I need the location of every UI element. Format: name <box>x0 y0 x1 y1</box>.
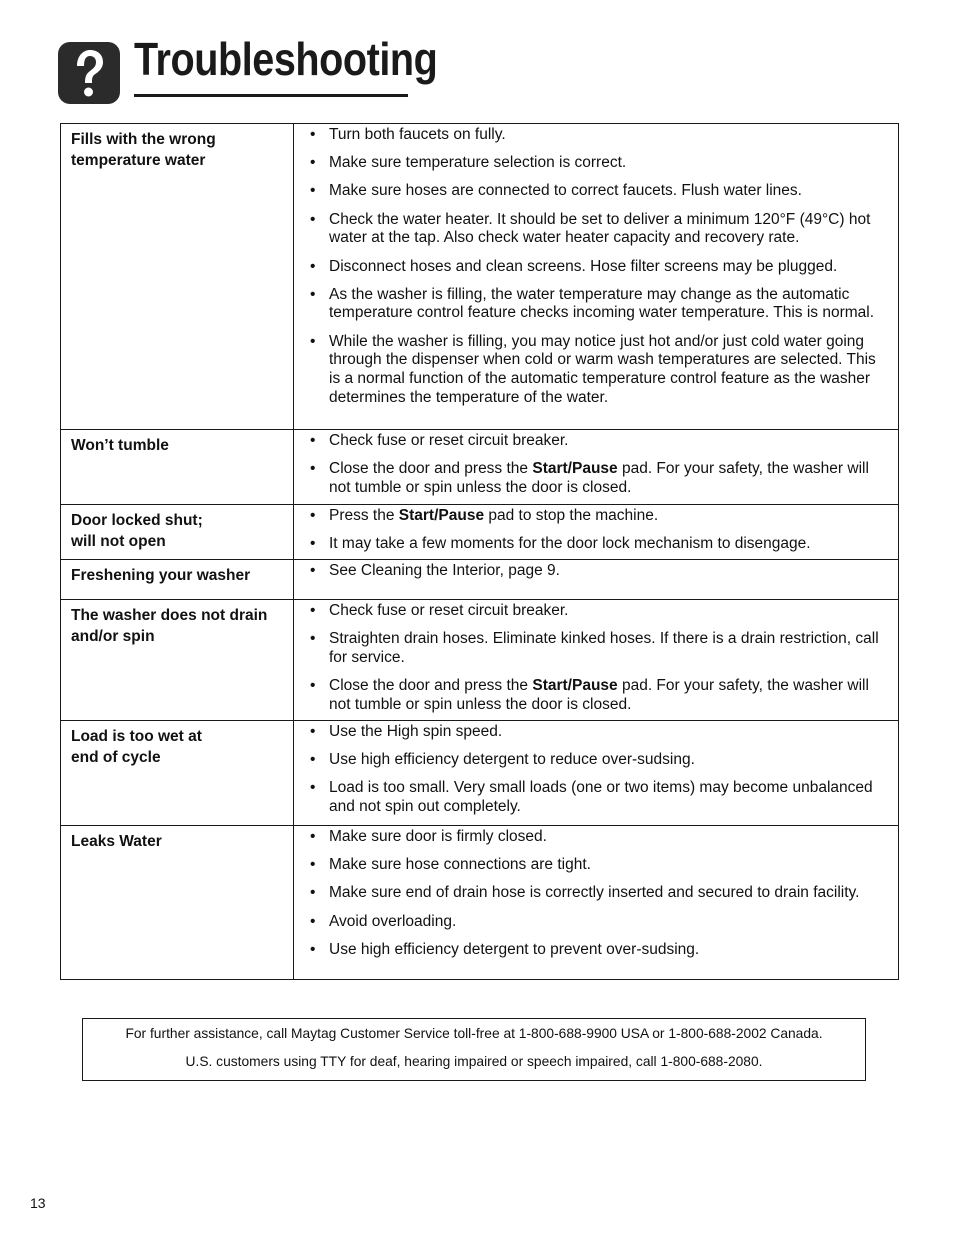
remedy-item <box>308 723 888 742</box>
remedy-list <box>294 600 898 720</box>
problem-label: Load is too wet at end of cycle <box>71 727 202 766</box>
remedy-cell <box>294 720 899 825</box>
table-row <box>61 559 899 599</box>
remedy-item <box>308 630 888 667</box>
remedy-text: pad. For your safety, the washer will not tumble or spin unless the door is closed. <box>329 460 869 496</box>
problem-cell <box>61 825 294 979</box>
remedy-cell <box>294 559 899 599</box>
page-title: Troubleshooting <box>134 33 438 85</box>
problem-label: Door locked shut; will not open <box>71 512 203 550</box>
problem-label: Fills with the wrong temperature water <box>71 131 216 169</box>
remedy-cell <box>294 505 899 560</box>
remedy-list <box>294 721 898 822</box>
table-row <box>61 430 899 505</box>
remedy-item <box>308 211 888 248</box>
remedy-text: Make sure end of drain hose is correctly inserted and secured to drain facility. <box>329 884 860 902</box>
problem-cell <box>61 599 294 720</box>
remedy-item <box>308 779 888 816</box>
assistance-line-2: U.S. customers using TTY for deaf, hearing impaired or speech impaired, call 1-800-688-2080. <box>185 1054 763 1069</box>
remedy-item <box>308 535 888 554</box>
remedy-text: Disconnect hoses and clean screens. Hose filter screens may be plugged. <box>329 257 838 275</box>
problem-cell <box>61 720 294 825</box>
remedy-text: Load is too small. Very small loads (one or two items) may become unbalanced and not spin out completely. <box>329 779 873 816</box>
remedy-item <box>308 182 888 201</box>
remedy-text: Use the High spin speed. <box>329 722 503 740</box>
assistance-box <box>82 1018 866 1081</box>
remedy-text: Check fuse or reset circuit breaker. <box>329 601 569 619</box>
page-number: 13 <box>30 1195 46 1211</box>
assistance-line-1: For further assistance, call Maytag Customer Service toll-free at 1-800-688-9900 USA or 1-800-688-2002 Canada. <box>125 1026 823 1041</box>
problem-cell <box>61 559 294 599</box>
remedy-list <box>294 826 898 965</box>
remedy-cell <box>294 599 899 720</box>
remedy-item <box>308 828 888 847</box>
remedy-cell <box>294 825 899 979</box>
remedy-item <box>308 432 888 451</box>
troubleshooting-table <box>60 123 899 980</box>
remedy-cell <box>294 430 899 505</box>
remedy-item <box>308 913 888 932</box>
remedy-text: Use high efficiency detergent to prevent over-sudsing. <box>329 940 700 958</box>
remedy-text: See Cleaning the Interior, page 9. <box>329 561 560 579</box>
remedy-text: pad to stop the machine. <box>484 507 659 524</box>
problem-label: Won’t tumble <box>71 437 169 454</box>
remedy-item <box>308 333 888 408</box>
problem-label: The washer does not drain and/or spin <box>71 606 268 645</box>
remedy-text: Check the water heater. It should be set to deliver a minimum 120°F (49°C) hot water at the tap. Also check water heater capacity and recovery rate. <box>329 210 871 247</box>
remedy-text: Turn both faucets on fully. <box>329 126 506 143</box>
remedy-item <box>308 941 888 960</box>
remedy-text: Make sure temperature selection is correct. <box>329 154 627 172</box>
remedy-item <box>308 884 888 903</box>
remedy-item <box>308 856 888 875</box>
remedy-item <box>308 154 888 173</box>
title-underline <box>134 94 408 97</box>
problem-cell <box>61 124 294 430</box>
remedy-item <box>308 286 888 323</box>
remedy-text: Check fuse or reset circuit breaker. <box>329 432 569 449</box>
remedy-emphasis: Start/Pause <box>532 460 618 478</box>
remedy-text: pad. For your safety, the washer will not tumble or spin unless the door is closed. <box>329 677 869 713</box>
remedy-list <box>294 505 898 559</box>
remedy-item <box>308 562 888 581</box>
remedy-text: Make sure door is firmly closed. <box>329 827 547 845</box>
remedy-text: Make sure hoses are connected to correct faucets. Flush water lines. <box>329 182 802 200</box>
remedy-item <box>308 507 888 526</box>
table-row <box>61 124 899 430</box>
table-row <box>61 505 899 560</box>
remedy-list <box>294 560 898 586</box>
remedy-item <box>308 258 888 277</box>
remedy-emphasis: Start/Pause <box>532 677 618 695</box>
remedy-emphasis: Start/Pause <box>398 507 485 524</box>
remedy-cell <box>294 124 899 430</box>
remedy-text: As the washer is filling, the water temperature may change as the automatic temperature control feature checks incoming water temperature. This is normal. <box>329 285 875 322</box>
table-row <box>61 825 899 979</box>
remedy-text: It may take a few moments for the door lock mechanism to disengage. <box>329 535 811 553</box>
problem-label: Leaks Water <box>71 832 162 850</box>
remedy-item <box>308 677 888 714</box>
remedy-list <box>294 124 898 412</box>
problem-cell <box>61 430 294 505</box>
remedy-text: Avoid overloading. <box>329 912 457 930</box>
problem-label: Freshening your washer <box>71 566 251 584</box>
remedy-text: Close the door and press the <box>329 460 533 478</box>
problem-cell <box>61 505 294 560</box>
remedy-item <box>308 751 888 770</box>
table-row <box>61 599 899 720</box>
remedy-item <box>308 602 888 621</box>
table-row <box>61 720 899 825</box>
remedy-item <box>308 460 888 497</box>
remedy-text: Close the door and press the <box>329 677 533 695</box>
remedy-text: Use high efficiency detergent to reduce over-sudsing. <box>329 751 695 769</box>
remedy-item <box>308 126 888 145</box>
remedy-text: Straighten drain hoses. Eliminate kinked hoses. If there is a drain restriction, call for service. <box>329 630 879 666</box>
remedy-text: While the washer is filling, you may notice just hot and/or just cold water going through the dispenser when cold or warm wash temperatures are selected. This is a normal function of the automatic temperature control feature as the washer determines the temperature of the water. <box>329 332 876 406</box>
remedy-text: Press the <box>329 507 399 524</box>
remedy-list <box>294 430 898 503</box>
question-mark-icon <box>58 42 120 104</box>
remedy-text: Make sure hose connections are tight. <box>329 856 591 874</box>
